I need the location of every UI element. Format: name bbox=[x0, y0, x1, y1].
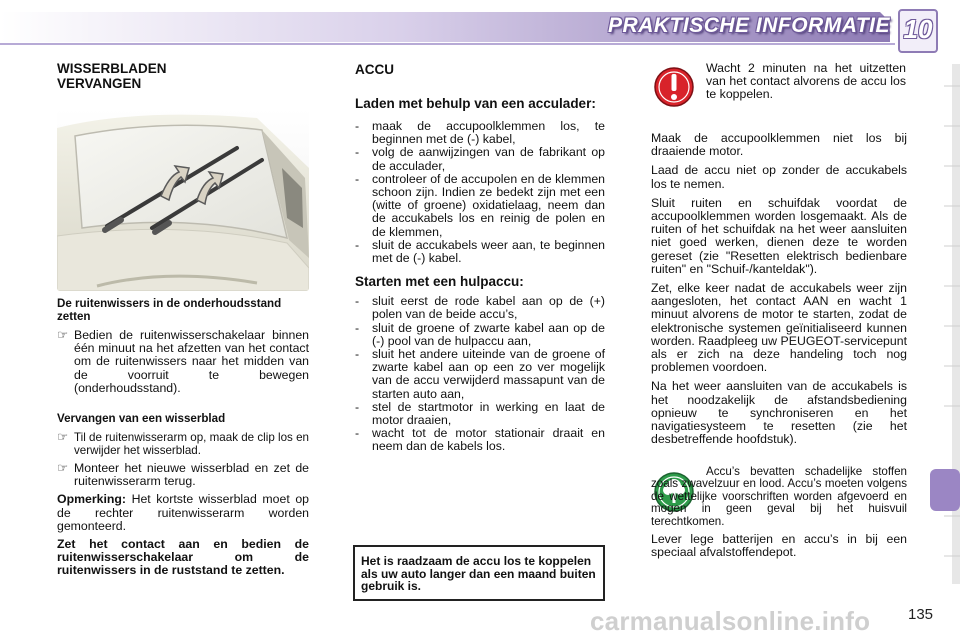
list-item bbox=[355, 173, 605, 239]
warning-text: Wacht 2 minuten na het uitzetten van het contact alvorens de accu los te koppelen. bbox=[706, 61, 906, 102]
remark-text: Het kortste wisserblad moet op de rechter ruitenwisserarm worden gemonteerd. bbox=[57, 492, 309, 533]
eco-warning-paragraph: Accu’s bevatten schadelijke stoffen zoals zwavelzuur en lood. Accu’s moeten volgens de wettelijke voorschriften worden afgevoerd en mogen in geen geval bij het huisvuil terechtkomen. bbox=[651, 465, 907, 528]
list-item bbox=[355, 348, 605, 401]
hand-pointer-icon: ☞ bbox=[57, 460, 69, 475]
list-item bbox=[355, 239, 605, 265]
dash-marker: - bbox=[355, 119, 360, 133]
booster-heading: Starten met een hulpaccu: bbox=[355, 274, 524, 290]
disconnect-advice-box: Het is raadzaam de accu los te koppelen als uw auto langer dan een maand buiten gebruik is. bbox=[353, 545, 605, 601]
right-column bbox=[651, 132, 907, 452]
charger-heading: Laden met behulp van een acculader: bbox=[355, 96, 596, 111]
booster-steps bbox=[355, 295, 605, 453]
paragraph: Laad de accu niet op zonder de accukabels los te nemen. bbox=[651, 163, 907, 191]
wiper-title bbox=[57, 61, 309, 91]
paragraph: Na het weer aansluiten van de accukabels is het noodzakelijk de afstandsbediening opnieuw te synchroniseren en het navigatiesysteem te resetten (zie het desbetreffende hoofdstuk). bbox=[651, 379, 907, 447]
warning-icon bbox=[652, 63, 696, 111]
remark-label: Opmerking: bbox=[57, 492, 127, 507]
middle-column bbox=[355, 62, 605, 454]
rest-position-paragraph: Zet het contact aan en bedien de ruitenwisserschakelaar om de ruitenwissers in de ruststand te zetten. bbox=[57, 536, 309, 578]
list-item bbox=[355, 120, 605, 146]
list-item bbox=[355, 322, 605, 348]
list-item-text: sluit het andere uiteinde van de groene of zwarte kabel aan op een zo ver mogelijk van de accu verwijderd massapunt van de starten auto aan, bbox=[372, 347, 605, 401]
car-windshield-illustration bbox=[57, 108, 309, 291]
hand-pointer-icon: ☞ bbox=[57, 429, 69, 444]
wiper-title-line2: VERVANGEN bbox=[57, 76, 142, 91]
dash-marker: - bbox=[355, 294, 360, 309]
list-item bbox=[355, 295, 605, 321]
list-item-text: sluit de accukabels weer aan, te beginnen met de (-) kabel. bbox=[372, 237, 605, 266]
list-item-text: Bedien de ruitenwisserschakelaar binnen één minuut na het afzetten van het contact om de ruitenwissers naar het midden van de voorruit te bewegen (onderhoudsstand). bbox=[74, 328, 309, 395]
paragraph: Zet, elke keer nadat de accukabels weer zijn aangesloten, het contact AAN en wacht 1 minuut alvorens de motor te starten, zodat de elektronische systemen geïnitialiseerd kunnen worden. Raadpleeg uw PEUGEOT-servicepunt als er zich na deze handeling toch nog problemen voordoen. bbox=[651, 281, 907, 375]
paragraph: Maak de accupoolklemmen niet los bij draaiende motor. bbox=[651, 131, 907, 159]
page-number: 135 bbox=[908, 606, 934, 623]
list-item-text: controleer of de accupolen en de klemmen schoon zijn. Indien ze bedekt zijn met een (witte of groene) oxidatielaag, neem dan de accukabels los en reinig de polen en de klemmen, bbox=[372, 171, 605, 239]
left-column bbox=[57, 61, 309, 91]
dash-marker: - bbox=[355, 171, 360, 186]
list-item bbox=[355, 427, 605, 453]
dash-marker: - bbox=[355, 237, 360, 252]
charger-steps bbox=[355, 120, 605, 265]
list-item-text: wacht tot de motor stationair draait en neem dan de kabels los. bbox=[372, 426, 605, 454]
list-item-text: sluit de groene of zwarte kabel aan op de (-) pool van de hulpaccu aan, bbox=[372, 320, 605, 348]
replace-blade-heading: Vervangen van een wisserblad bbox=[57, 412, 226, 426]
dash-marker: - bbox=[355, 347, 360, 362]
list-item bbox=[57, 431, 309, 457]
eco-text bbox=[651, 466, 907, 565]
list-item-text: maak de accupoolklemmen los, te beginnen met de (-) kabel, bbox=[372, 119, 605, 147]
dash-marker: - bbox=[355, 320, 360, 335]
maintenance-position-heading: De ruitenwissers in de onderhoudsstand zetten bbox=[57, 297, 282, 323]
accu-title: ACCU bbox=[355, 62, 394, 77]
watermark: carmanualsonline.info bbox=[590, 606, 871, 636]
list-item bbox=[355, 401, 605, 427]
left-column-text bbox=[57, 298, 309, 584]
chapter-number: 10 bbox=[903, 14, 933, 44]
list-item bbox=[57, 329, 309, 395]
paragraph: Sluit ruiten en schuifdak voordat de accupoolklemmen worden losgemaakt. Als de ruiten of het schuifdak na het weer aansluiten niet goed werken, dienen deze te worden gereset (zie "Resetten elektrisch bedienbare ruiten" en "Schuif-/kanteldak"). bbox=[651, 195, 907, 276]
list-item bbox=[57, 462, 309, 488]
list-item-text: stel de startmotor in werking en laat de motor draaien, bbox=[372, 399, 605, 428]
dash-marker: - bbox=[355, 399, 360, 414]
remark-paragraph bbox=[57, 493, 309, 533]
wiper-title-line1: WISSERBLADEN bbox=[57, 61, 167, 76]
section-title: PRAKTISCHE INFORMATIE bbox=[608, 14, 890, 37]
list-item-text: volg de aanwijzingen van de fabrikant op de acculader, bbox=[372, 145, 605, 173]
hand-pointer-icon: ☞ bbox=[57, 328, 69, 342]
dash-marker: - bbox=[355, 426, 360, 441]
list-item bbox=[355, 146, 605, 172]
list-item-text: sluit eerst de rode kabel aan op de (+) polen van de beide accu’s, bbox=[372, 294, 605, 322]
list-item-text: Til de ruitenwisserarm op, maak de clip los en verwijder het wisserblad. bbox=[74, 430, 309, 457]
dash-marker: - bbox=[355, 145, 360, 160]
list-item-text: Monteer het nieuwe wisserblad en zet de ruitenwisserarm terug. bbox=[74, 460, 309, 489]
chapter-tabs[interactable] bbox=[930, 64, 960, 584]
paragraph: Lever lege batterijen en accu’s in bij een speciaal afvalstoffendepot. bbox=[651, 532, 907, 560]
